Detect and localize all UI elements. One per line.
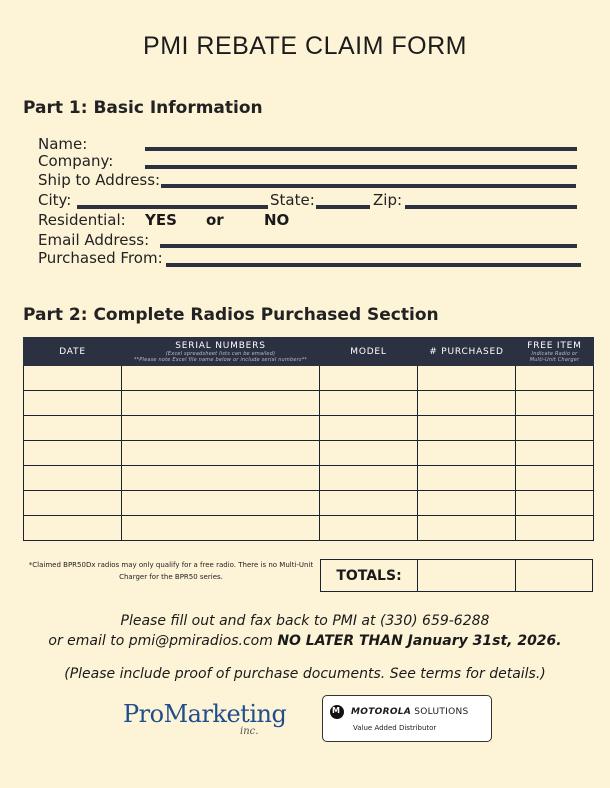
- cell[interactable]: [24, 466, 122, 491]
- free-note-2: Multi-Unit Charger: [529, 356, 580, 363]
- purchased-from-field[interactable]: [166, 263, 581, 267]
- cell[interactable]: [516, 416, 594, 441]
- purchased-from-label: Purchased From:: [38, 249, 163, 267]
- instructions-line-2: or email to pmi@pmiradios.com NO LATER THAN January 31st, 2026.: [48, 633, 562, 649]
- motorola-name: MOTOROLA SOLUTIONS: [351, 707, 469, 717]
- residential-yes[interactable]: YES: [145, 211, 177, 229]
- cell[interactable]: [122, 516, 320, 541]
- cell[interactable]: [24, 366, 122, 391]
- zip-field[interactable]: [405, 205, 577, 209]
- cell[interactable]: [24, 441, 122, 466]
- cell[interactable]: [320, 366, 418, 391]
- ship-label: Ship to Address:: [38, 171, 161, 189]
- cell[interactable]: [122, 441, 320, 466]
- cell[interactable]: [24, 516, 122, 541]
- cell[interactable]: [418, 391, 516, 416]
- instructions-line-1: Please fill out and fax back to PMI at (330) 659-6288: [120, 613, 490, 629]
- cell[interactable]: [516, 491, 594, 516]
- cell[interactable]: [320, 416, 418, 441]
- zip-label: Zip:: [373, 191, 403, 209]
- table-row: [24, 391, 594, 416]
- table-row: [24, 366, 594, 391]
- city-label: City:: [38, 191, 72, 209]
- radios-table: [23, 337, 594, 541]
- cell[interactable]: [320, 516, 418, 541]
- promarketing-logo-sub: inc.: [240, 726, 259, 737]
- part1-heading: Part 1: Basic Information: [23, 98, 263, 118]
- city-field[interactable]: [77, 205, 268, 209]
- totals-purchased-cell[interactable]: [417, 559, 516, 592]
- cell[interactable]: [24, 391, 122, 416]
- cell[interactable]: [418, 366, 516, 391]
- col-date: DATE: [24, 338, 122, 366]
- cell[interactable]: [516, 441, 594, 466]
- deadline: NO LATER THAN January 31st, 2026.: [277, 633, 562, 649]
- table-row: [24, 441, 594, 466]
- cell[interactable]: [516, 391, 594, 416]
- name-field[interactable]: [145, 147, 577, 151]
- cell[interactable]: [320, 491, 418, 516]
- footnote: *Claimed BPR50Dx radios may only qualify for a free radio. There is no Multi-Unit Charger for the BPR50 series.: [28, 561, 314, 581]
- company-label: Company:: [38, 152, 114, 170]
- totals-free-cell[interactable]: [515, 559, 593, 592]
- table-row: [24, 416, 594, 441]
- cell[interactable]: [418, 491, 516, 516]
- cell[interactable]: [516, 466, 594, 491]
- instructions-line-3: (Please include proof of purchase documents. See terms for details.): [64, 666, 546, 682]
- col-model: MODEL: [320, 338, 418, 366]
- cell[interactable]: [24, 416, 122, 441]
- cell[interactable]: [122, 466, 320, 491]
- table-row: [24, 516, 594, 541]
- cell[interactable]: [320, 466, 418, 491]
- residential-or: or: [206, 211, 224, 229]
- motorola-sub: Value Added Distributor: [353, 724, 437, 732]
- cell[interactable]: [418, 416, 516, 441]
- col-purchased: # PURCHASED: [418, 338, 516, 366]
- col-free-item: FREE ITEM Indicate Radio or Multi-Unit Charger: [516, 338, 594, 366]
- table-header-row: [24, 338, 594, 366]
- state-field[interactable]: [316, 205, 370, 209]
- cell[interactable]: [122, 491, 320, 516]
- cell[interactable]: [320, 391, 418, 416]
- cell[interactable]: [122, 366, 320, 391]
- cell[interactable]: [122, 391, 320, 416]
- promarketing-logo: ProMarketing: [123, 700, 287, 728]
- email-field[interactable]: [160, 244, 577, 248]
- cell[interactable]: [516, 366, 594, 391]
- motorola-logo: M MOTOROLA SOLUTIONS Value Added Distributor: [322, 695, 492, 742]
- col-serial: SERIAL NUMBERS (Excel spreadsheet lists can be emailed) **Please note Excel file name below or include serial numbers**: [122, 338, 320, 366]
- cell[interactable]: [24, 491, 122, 516]
- table-row: [24, 491, 594, 516]
- page-title: PMI REBATE CLAIM FORM: [143, 32, 467, 60]
- company-field[interactable]: [145, 165, 577, 169]
- residential-label: Residential:: [38, 211, 126, 229]
- cell[interactable]: [516, 516, 594, 541]
- cell[interactable]: [418, 441, 516, 466]
- cell[interactable]: [320, 441, 418, 466]
- totals-label: TOTALS:: [320, 559, 417, 592]
- residential-no[interactable]: NO: [264, 211, 290, 229]
- part2-heading: Part 2: Complete Radios Purchased Section: [23, 305, 439, 325]
- cell[interactable]: [122, 416, 320, 441]
- ship-field[interactable]: [161, 184, 576, 188]
- email-label: Email Address:: [38, 231, 150, 249]
- state-label: State:: [270, 191, 315, 209]
- name-label: Name:: [38, 135, 88, 153]
- serial-note-1: (Excel spreadsheet lists can be emailed): [165, 350, 276, 357]
- free-note-1: Indicate Radio or: [531, 350, 578, 357]
- cell[interactable]: [418, 516, 516, 541]
- cell[interactable]: [418, 466, 516, 491]
- table-row: [24, 466, 594, 491]
- serial-note-2: **Please note Excel file name below or include serial numbers**: [133, 356, 308, 363]
